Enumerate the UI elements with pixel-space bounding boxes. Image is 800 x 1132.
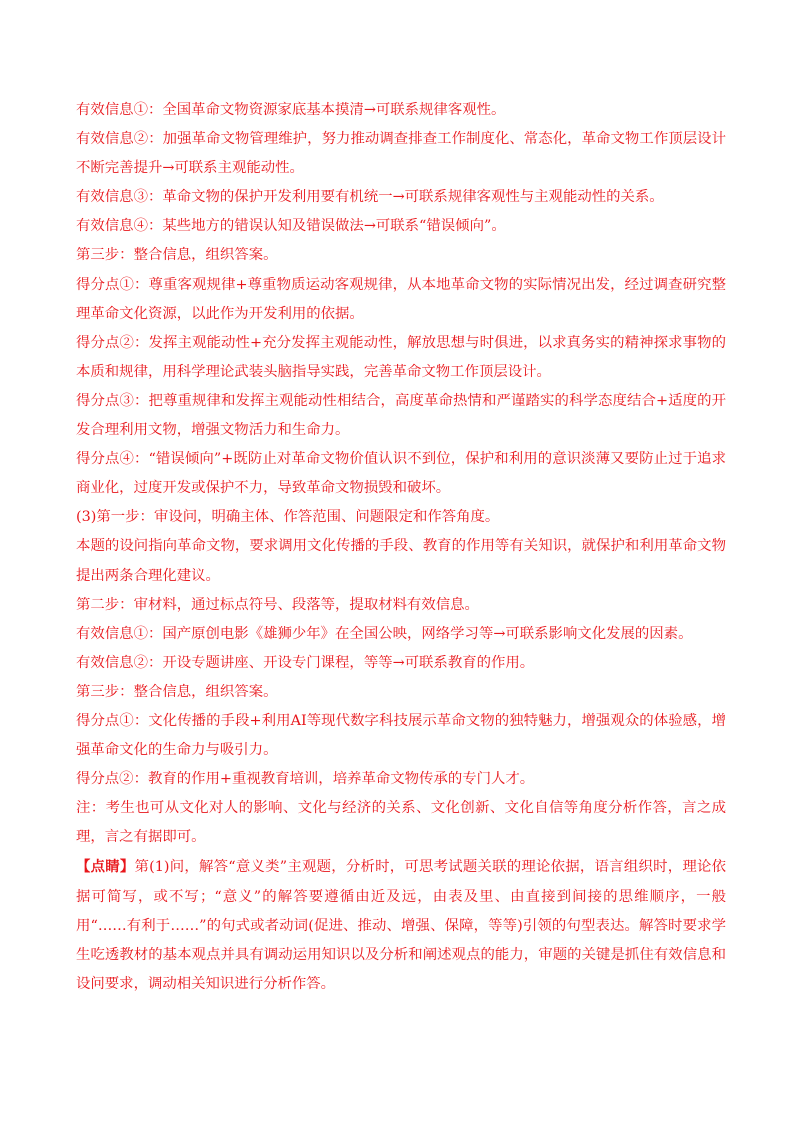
paragraph-score-point-4: 得分点④：“错误倾向”+既防止对革命文物价值认识不到位，保护和利用的意识淡薄又要防止过于追求商业化，过度开发或保护不力，导致革命文物损毁和破坏。 (76, 451, 726, 497)
paragraph-q3-effective-info-2: 有效信息②：开设专题讲座、开设专门课程，等等→可联系教育的作用。 (76, 654, 535, 671)
paragraph-q3-step-2: 第二步：审材料，通过标点符号、段落等，提取材料有效信息。 (76, 596, 479, 613)
tip-text: 第(1)问，解答“意义类”主观题，分析时，可思考试题关联的理论依据，语言组织时，理论依据可简写，或不写；“意义”的解答要遵循由近及远，由表及里、由直接到间接的思维顺序，一般用“……有利于……”的句式或者动词(促进、推动、增强、保障，等等)引领的句型表达。解答时要求学生吃透教材的基本观点并具有调动运用知识以及分析和阐述观点的能力，审题的关键是抓住有效信息和设问要求，调动相关知识进行分析作答。 (76, 859, 726, 992)
paragraph-q3-score-point-1: 得分点①：文化传播的手段+利用AI等现代数字科技展示革命文物的独特魅力，增强观众的体验感，增强革命文化的生命力与吸引力。 (76, 712, 726, 759)
paragraph-effective-info-1: 有效信息①：全国革命文物资源家底基本摸清→可联系规律客观性。 (76, 102, 506, 118)
paragraph-effective-info-2: 有效信息②：加强革命文物管理维护，努力推动调查排查工作制度化、常态化，革命文物工作顶层设计不断完善提升→可联系主观能动性。 (76, 131, 726, 177)
paragraph-effective-info-4: 有效信息④：某些地方的错误认知及错误做法→可联系“错误倾向”。 (76, 218, 506, 235)
paragraph-score-point-3: 得分点③：把尊重规律和发挥主观能动性相结合，高度革命热情和严谨踏实的科学态度结合+适度的开发合理利用文物，增强文物活力和生命力。 (76, 392, 726, 439)
paragraph-q3-score-point-2: 得分点②：教育的作用+重视教育培训，培养革命文物传承的专门人才。 (76, 771, 535, 788)
document-body (76, 96, 726, 999)
paragraph-step-3: 第三步：整合信息，组织答案。 (76, 247, 278, 264)
paragraph-q3-question-direction: 本题的设问指向革命文物，要求调用文化传播的手段、教育的作用等有关知识，就保护和利用革命文物提出两条合理化建议。 (76, 538, 726, 584)
paragraph-score-point-2: 得分点②：发挥主观能动性+充分发挥主观能动性，解放思想与时俱进，以求真务实的精神探求事物的本质和规律，用科学理论武装头脑指导实践，完善革命文物工作顶层设计。 (76, 334, 726, 380)
paragraph-q3-step-3: 第三步：整合信息，组织答案。 (76, 683, 278, 700)
paragraph-effective-info-3: 有效信息③：革命文物的保护开发利用要有机统一→可联系规律客观性与主观能动性的关系。 (76, 189, 664, 206)
tip-label: 【点睛】 (76, 858, 135, 876)
paragraph-note: 注：考生也可从文化对人的影响、文化与经济的关系、文化创新、文化自信等角度分析作答，言之成理，言之有据即可。 (76, 800, 726, 846)
paragraph-tip (76, 852, 726, 998)
paragraph-q3-step-1: (3)第一步：审设问，明确主体、作答范围、问题限定和作答角度。 (76, 509, 500, 526)
paragraph-q3-effective-info-1: 有效信息①：国产原创电影《雄狮少年》在全国公映，网络学习等→可联系影响文化发展的因素。 (76, 625, 693, 642)
paragraph-score-point-1: 得分点①：尊重客观规律+尊重物质运动客观规律，从本地革命文物的实际情况出发，经过调查研究整理革命文化资源，以此作为开发利用的依据。 (76, 276, 726, 322)
